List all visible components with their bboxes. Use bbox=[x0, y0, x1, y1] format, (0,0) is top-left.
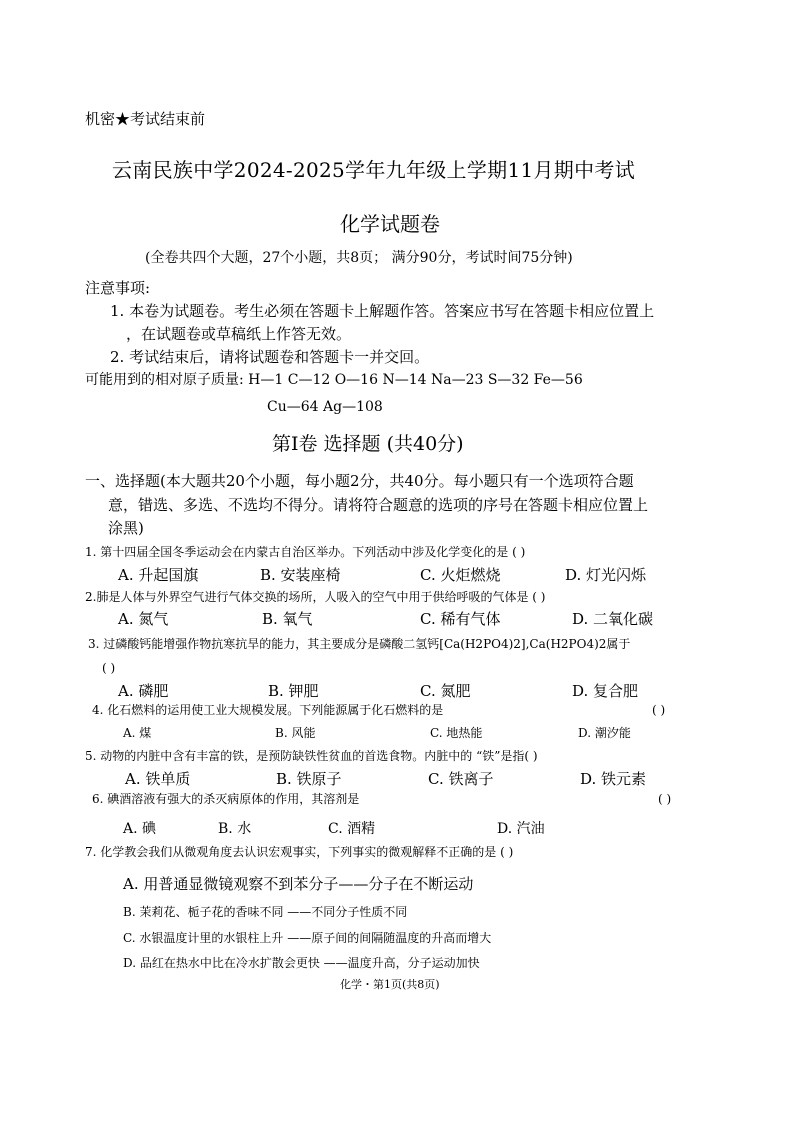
section-title: 第Ⅰ卷 选择题 (共40分) bbox=[272, 433, 464, 455]
atomic-mass-line1: 可能用到的相对原子质量: H—1 C—12 O—16 N—14 Na—23 S—32 Fe—56 bbox=[85, 372, 583, 388]
question-3-option-b: B. 钾肥 bbox=[268, 682, 319, 700]
question-1-option-a: A. 升起国旗 bbox=[118, 566, 199, 584]
notes-item-1-cont: ，在试题卷或草稿纸上作答无效。 bbox=[126, 325, 352, 343]
question-1-option-d: D. 灯光闪烁 bbox=[565, 566, 647, 584]
question-1-option-c: C. 火炬燃烧 bbox=[420, 566, 501, 584]
question-7-option-d: D. 品红在热水中比在冷水扩散会更快 ——温度升高，分子运动加快 bbox=[123, 956, 480, 970]
question-2-stem: 2.肺是人体与外界空气进行气体交换的场所，人吸入的空气中用于供给呼吸的气体是 ( ) bbox=[85, 590, 546, 604]
exam-subtitle: 化学试题卷 bbox=[340, 212, 440, 236]
question-7-stem: 7. 化学教会我们从微观角度去认识宏观事实，下列事实的微观解释不正确的是 ( ) bbox=[85, 845, 514, 859]
section-intro-1: 一、选择题(本大题共20个小题，每小题2分，共40分。每小题只有一个选项符合题 bbox=[85, 472, 634, 490]
question-3-option-a: A. 磷肥 bbox=[118, 682, 169, 700]
question-2-option-b: B. 氧气 bbox=[262, 610, 313, 628]
question-6-option-a: A. 碘 bbox=[123, 821, 157, 837]
question-1-option-b: B. 安装座椅 bbox=[260, 566, 341, 584]
question-5-option-b: B. 铁原子 bbox=[276, 770, 342, 788]
question-5-option-a: A. 铁单质 bbox=[125, 770, 191, 788]
question-5-stem: 5. 动物的内脏中含有丰富的铁，是预防缺铁性贫血的首选食物。内脏中的 “铁”是指( ) bbox=[85, 749, 538, 763]
question-3-option-d: D. 复合肥 bbox=[572, 682, 639, 700]
notes-heading: 注意事项: bbox=[85, 279, 151, 297]
question-4-option-d: D. 潮汐能 bbox=[578, 726, 631, 740]
question-3-option-c: C. 氮肥 bbox=[420, 682, 471, 700]
exam-title: 云南民族中学2024-2025学年九年级上学期11月期中考试 bbox=[112, 158, 636, 182]
section-intro-2: 意，错选、多选、不选均不得分。请将符合题意的选项的序号在答题卡相应位置上 bbox=[108, 496, 649, 514]
section-intro-3: 涂黑) bbox=[108, 519, 144, 537]
atomic-mass-line2: Cu—64 Ag—108 bbox=[267, 399, 383, 415]
question-4-bracket: ( ) bbox=[652, 703, 666, 717]
question-7-option-c: C. 水银温度计里的水银柱上升 ——原子间的间隔随温度的升高而增大 bbox=[123, 931, 492, 945]
question-2-option-a: A. 氮气 bbox=[118, 610, 169, 628]
question-4-option-b: B. 风能 bbox=[275, 726, 316, 740]
question-3-bracket: ( ) bbox=[102, 661, 116, 675]
question-6-option-b: B. 水 bbox=[218, 821, 252, 837]
question-2-option-c: C. 稀有气体 bbox=[420, 610, 501, 628]
notes-item-2: 2. 考试结束后，请将试题卷和答题卡一并交回。 bbox=[110, 348, 430, 366]
question-2-option-d: D. 二氧化碳 bbox=[572, 610, 654, 628]
question-6-stem: 6. 碘酒溶液有强大的杀灭病原体的作用，其溶剂是 bbox=[92, 792, 360, 806]
question-4-stem: 4. 化石燃料的运用使工业大规模发展。下列能源属于化石燃料的是 bbox=[92, 703, 444, 717]
exam-info: (全卷共四个大题，27个小题，共8页； 满分90分，考试时间75分钟) bbox=[145, 250, 573, 266]
question-5-option-d: D. 铁元素 bbox=[580, 770, 647, 788]
question-3-stem: 3. 过磷酸钙能增强作物抗寒抗旱的能力，其主要成分是磷酸二氢钙[Ca(H2PO4)2],Ca(H2PO4)2属于 bbox=[88, 637, 631, 651]
question-6-option-d: D. 汽油 bbox=[497, 821, 545, 837]
notes-item-1: 1. 本卷为试题卷。考生必须在答题卡上解题作答。答案应书写在答题卡相应位置上 bbox=[110, 302, 655, 320]
question-6-option-c: C. 酒精 bbox=[328, 821, 376, 837]
question-4-option-a: A. 煤 bbox=[123, 726, 152, 740]
question-6-bracket: ( ) bbox=[658, 792, 672, 806]
question-7-option-b: B. 茉莉花、栀子花的香味不同 ——不同分子性质不同 bbox=[123, 905, 408, 919]
question-1-stem: 1. 第十四届全国冬季运动会在内蒙古自治区举办。下列活动中涉及化学变化的是 ( ) bbox=[85, 545, 526, 559]
page-footer: 化学・第1页(共8页) bbox=[340, 978, 440, 991]
question-5-option-c: C. 铁离子 bbox=[428, 770, 494, 788]
question-7-option-a: A. 用普通显微镜观察不到苯分子——分子在不断运动 bbox=[123, 875, 474, 893]
question-4-option-c: C. 地热能 bbox=[430, 726, 483, 740]
confidential-label: 机密★考试结束前 bbox=[85, 110, 206, 128]
